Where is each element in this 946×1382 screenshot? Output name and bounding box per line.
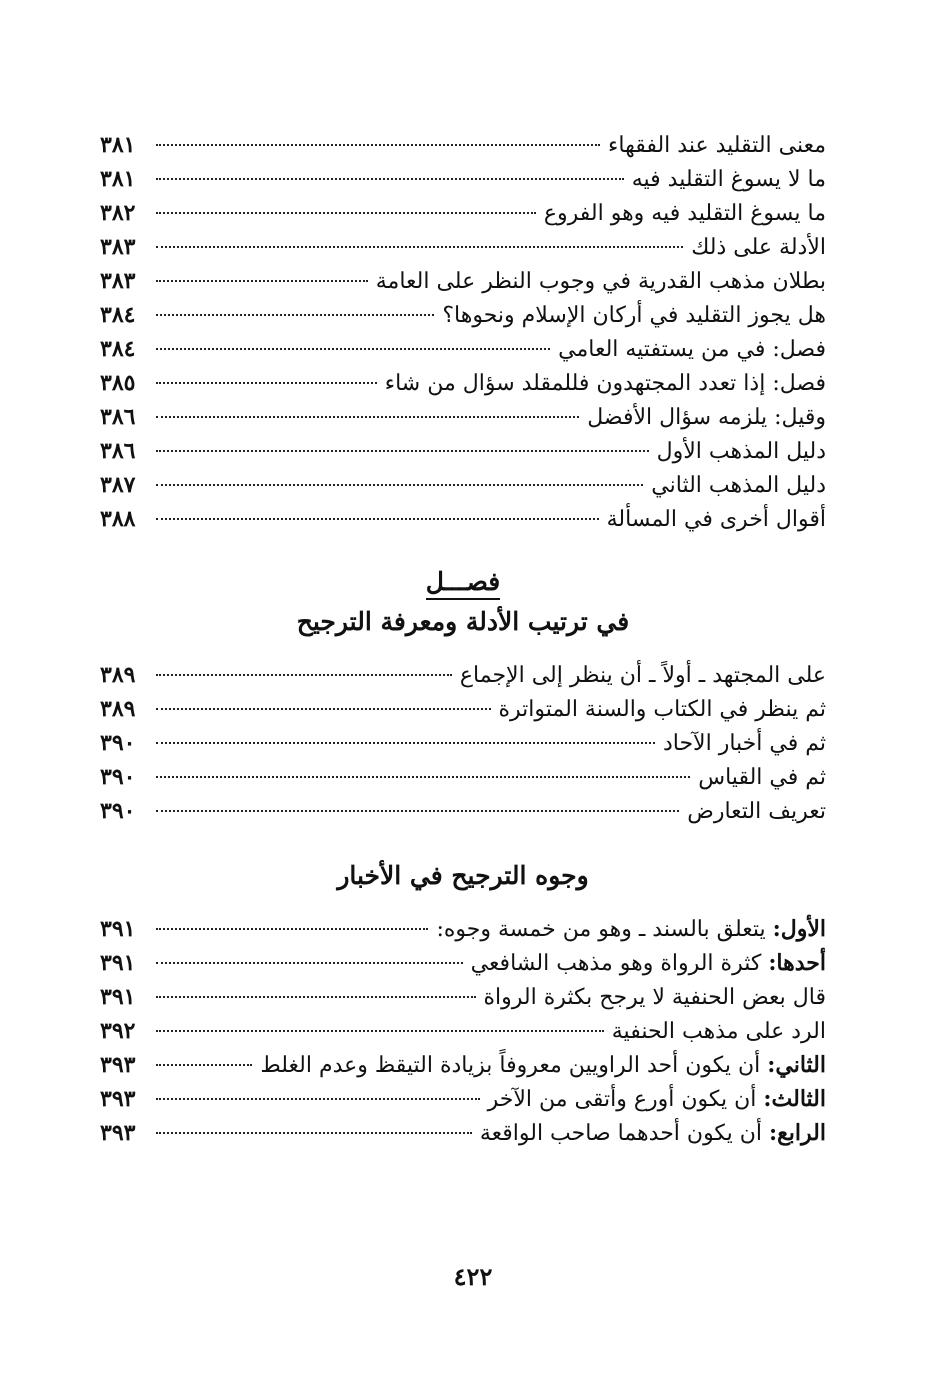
- toc-entry-page: ٣٨٣: [100, 234, 136, 260]
- toc-entry: [100, 128, 826, 162]
- toc-leader-dots: [156, 1132, 472, 1134]
- toc-entry-title: أقوال أخرى في المسألة: [606, 507, 826, 532]
- toc-entry-title: [260, 1048, 826, 1083]
- toc-leader-dots: [156, 314, 434, 316]
- toc-entry-title: ثم في القياس: [698, 765, 826, 790]
- toc-leader-dots: [156, 382, 377, 384]
- toc-page: [100, 128, 826, 1150]
- toc-entry-page: ٣٨٤: [100, 336, 136, 362]
- toc-entry-title: فصل: في من يستفتيه العامي: [558, 337, 826, 362]
- toc-entry-page: ٣٨١: [100, 132, 136, 158]
- toc-entry-title: فصل: إذا تعدد المجتهدون فللمقلد سؤال من شاء: [384, 371, 826, 396]
- toc-entry-lead: الأول:: [772, 916, 826, 942]
- toc-leader-dots: [156, 674, 452, 676]
- toc-entry: [100, 726, 826, 760]
- fasl-subheading: في ترتيب الأدلة ومعرفة الترجيح: [296, 607, 630, 636]
- toc-entry-page: ٣٩٠: [100, 798, 136, 824]
- toc-entry: [100, 760, 826, 794]
- toc-entry-page: ٣٨٥: [100, 370, 136, 396]
- toc-entry: [100, 468, 826, 502]
- toc-entry-page: ٣٨٨: [100, 506, 136, 532]
- toc-leader-dots: [156, 144, 600, 146]
- toc-entry-lead: الثاني:: [767, 1052, 826, 1078]
- toc-entry-title: دليل المذهب الأول: [656, 439, 826, 464]
- toc-entry: [100, 1116, 826, 1150]
- toc-section-akhbar: [100, 912, 826, 1150]
- toc-leader-dots: [156, 450, 649, 452]
- toc-entry-page: ٣٨٤: [100, 302, 136, 328]
- toc-leader-dots: [156, 416, 579, 418]
- toc-entry-title: الأدلة على ذلك: [691, 235, 826, 260]
- toc-leader-dots: [156, 484, 643, 486]
- akhbar-heading: وجوه الترجيح في الأخبار: [337, 861, 589, 890]
- toc-entry: [100, 658, 826, 692]
- toc-leader-dots: [156, 962, 463, 964]
- toc-entry-page: ٣٩٣: [100, 1052, 136, 1078]
- toc-entry-title: تعريف التعارض: [687, 799, 826, 824]
- toc-entry-page: ٣٨٣: [100, 268, 136, 294]
- toc-entry-title: [488, 1082, 826, 1117]
- toc-leader-dots: [156, 246, 683, 248]
- toc-entry: [100, 264, 826, 298]
- toc-entry-title: دليل المذهب الثاني: [651, 473, 826, 498]
- toc-entry-page: ٣٩١: [100, 984, 136, 1010]
- toc-leader-dots: [156, 996, 476, 998]
- toc-entry-page: ٣٨٩: [100, 662, 136, 688]
- toc-entry-page: ٣٨٩: [100, 696, 136, 722]
- toc-entry: [100, 400, 826, 434]
- toc-entry-title: [471, 946, 826, 981]
- toc-leader-dots: [156, 1064, 252, 1066]
- toc-entry-title: بطلان مذهب القدرية في وجوب النظر على العامة: [375, 269, 826, 294]
- toc-leader-dots: [156, 518, 599, 520]
- toc-entry-title: ثم ينظر في الكتاب والسنة المتواترة: [498, 697, 826, 722]
- toc-entry: [100, 946, 826, 980]
- toc-entry-page: ٣٨٢: [100, 200, 136, 226]
- toc-entry-title: ما لا يسوغ التقليد فيه: [631, 167, 826, 192]
- toc-entry-text: يتعلق بالسند ـ وهو من خمسة وجوه:: [436, 917, 773, 942]
- toc-entry-text: أن يكون أحد الراويين معروفاً بزيادة التيقظ وعدم الغلط: [260, 1053, 768, 1078]
- toc-entry-title: ما يسوغ التقليد فيه وهو الفروع: [543, 201, 826, 226]
- toc-entry-title: وقيل: يلزمه سؤال الأفضل: [587, 405, 826, 430]
- toc-entry-lead: الثالث:: [763, 1086, 826, 1112]
- toc-leader-dots: [156, 1098, 480, 1100]
- toc-entry: [100, 1014, 826, 1048]
- toc-leader-dots: [156, 708, 491, 710]
- toc-entry: [100, 162, 826, 196]
- toc-entry-title: هل يجوز التقليد في أركان الإسلام ونحوها؟: [442, 303, 826, 328]
- toc-section-taqlid: [100, 128, 826, 536]
- toc-entry: [100, 1048, 826, 1082]
- toc-entry: [100, 692, 826, 726]
- toc-entry-title: [612, 1014, 826, 1049]
- toc-leader-dots: [156, 212, 536, 214]
- toc-entry: [100, 298, 826, 332]
- toc-leader-dots: [156, 742, 655, 744]
- page-number: ٤٢٢: [453, 1262, 493, 1291]
- toc-entry-page: ٣٩٣: [100, 1086, 136, 1112]
- toc-entry-text: قال بعض الحنفية لا يرجح بكثرة الرواة: [483, 985, 826, 1010]
- toc-entry: [100, 332, 826, 366]
- toc-entry-text: الرد على مذهب الحنفية: [611, 1019, 826, 1044]
- toc-entry-page: ٣٩١: [100, 916, 136, 942]
- toc-entry-title: [484, 980, 826, 1015]
- toc-entry-page: ٣٩٠: [100, 730, 136, 756]
- fasl-heading-text: فصـــل: [426, 567, 501, 600]
- toc-entry: [100, 980, 826, 1014]
- toc-entry-text: أن يكون أحدهما صاحب الواقعة: [479, 1121, 769, 1146]
- toc-entry: [100, 196, 826, 230]
- toc-entry: [100, 434, 826, 468]
- toc-section-tarteeb: [100, 658, 826, 828]
- toc-entry-title: ثم في أخبار الآحاد: [662, 731, 826, 756]
- toc-entry-text: كثرة الرواة وهو مذهب الشافعي: [470, 951, 769, 976]
- toc-entry: [100, 230, 826, 264]
- toc-leader-dots: [156, 280, 368, 282]
- toc-entry-page: ٣٨٦: [100, 438, 136, 464]
- toc-entry-title: [436, 912, 826, 947]
- toc-leader-dots: [156, 810, 679, 812]
- toc-entry-page: ٣٨١: [100, 166, 136, 192]
- toc-entry-page: ٣٨٦: [100, 404, 136, 430]
- toc-entry: [100, 502, 826, 536]
- toc-entry-title: [480, 1116, 826, 1151]
- toc-leader-dots: [156, 1030, 604, 1032]
- toc-entry-lead: الرابع:: [768, 1120, 826, 1146]
- toc-entry-title: معنى التقليد عند الفقهاء: [608, 133, 826, 158]
- toc-entry-page: ٣٩٣: [100, 1120, 136, 1146]
- toc-entry-page: ٣٨٧: [100, 472, 136, 498]
- toc-leader-dots: [156, 178, 624, 180]
- toc-entry-page: ٣٩٠: [100, 764, 136, 790]
- toc-entry-title: على المجتهد ـ أولاً ـ أن ينظر إلى الإجماع: [459, 663, 826, 688]
- toc-leader-dots: [156, 348, 550, 350]
- toc-entry-page: ٣٩١: [100, 950, 136, 976]
- toc-entry: [100, 366, 826, 400]
- toc-entry: [100, 794, 826, 828]
- toc-entry: [100, 1082, 826, 1116]
- toc-leader-dots: [156, 776, 690, 778]
- fasl-heading: [100, 564, 826, 600]
- toc-entry-lead: أحدها:: [768, 950, 826, 976]
- toc-entry: [100, 912, 826, 946]
- toc-entry-page: ٣٩٢: [100, 1018, 136, 1044]
- toc-entry-text: أن يكون أورع وأتقى من الآخر: [487, 1087, 764, 1112]
- toc-leader-dots: [156, 928, 428, 930]
